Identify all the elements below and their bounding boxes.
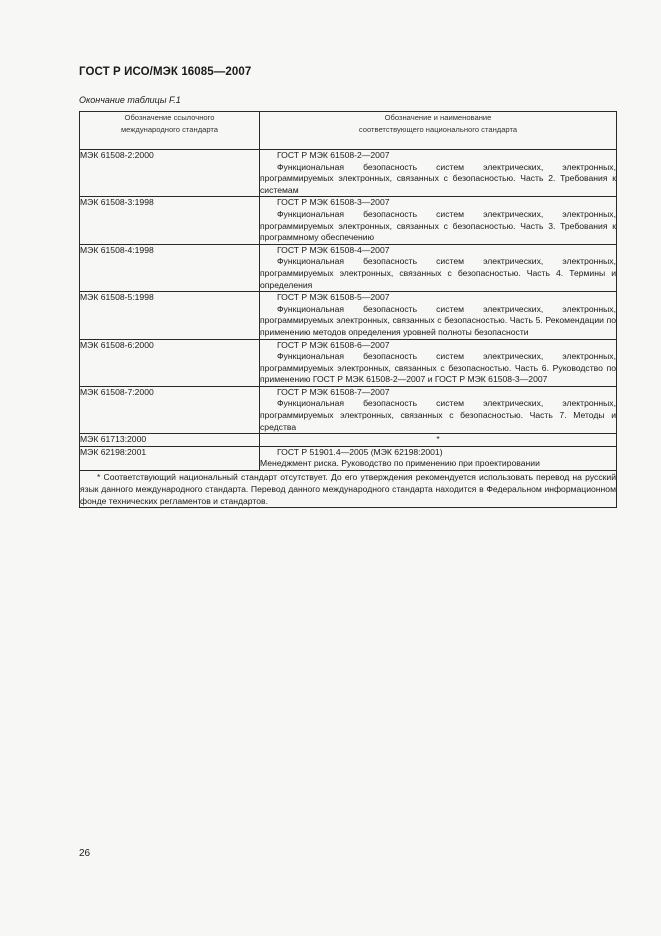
footnote-row [80,471,617,508]
national-standard-cell [260,446,617,470]
national-standard-cell [260,150,617,197]
national-designation: ГОСТ Р МЭК 61508-7—2007 [277,386,390,397]
column-header-international [80,112,260,150]
national-title: Функциональная безопасность систем электрических, электронных, программируемых электронных, связанных с безопасностью. Часть 6. Руководство по применению ГОСТ Р МЭК 61508-2—2007 и ГОСТ Р МЭК 61508-3—2007 [260,351,616,385]
national-standard-cell [260,339,617,386]
footnote-text: * Соответствующий национальный стандарт отсутствует. До его утверждения рекомендуется использовать перевод на русский язык данного международного стандарта. Перевод данного международного стандарта находится в Федеральном информационном фонде технических регламентов и стандартов. [80,472,616,507]
national-designation: ГОСТ Р МЭК 61508-2—2007 [277,150,390,160]
national-standard-cell [260,244,617,291]
table-row [80,434,617,447]
national-designation: ГОСТ Р 51901.4—2005 (МЭК 62198:2001) [277,446,443,457]
national-standard-cell [260,197,617,244]
column-header-line: Обозначение ссылочного [124,113,215,122]
no-national-standard-mark: * [260,434,617,447]
page-number: 26 [79,848,91,859]
national-title: Функциональная безопасность систем электрических, электронных, программируемых электронных, связанных с безопасностью. Часть 2. Требования к системам [260,161,616,195]
column-header-line: Обозначение и наименование [384,113,492,122]
column-header-line: соответствующего национального стандарта [358,125,518,134]
national-designation: ГОСТ Р МЭК 61508-3—2007 [277,197,390,208]
reference-standard-cell: МЭК 61508-3:1998 [80,197,260,244]
table-header-row [80,112,617,150]
national-designation: ГОСТ Р МЭК 61508-5—2007 [277,292,390,303]
national-standard-cell [260,292,617,339]
national-title: Менеджмент риска. Руководство по применению при проектировании [260,458,540,469]
table-row [80,292,617,339]
table-footnote [80,471,617,508]
national-title: Функциональная безопасность систем электрических, электронных, программируемых электронных, связанных с безопасностью. Часть 3. Требования к программному обеспечению [260,208,616,243]
reference-standard-cell: МЭК 61508-6:2000 [80,339,260,386]
table-caption: Окончание таблицы F.1 [79,95,181,105]
column-header-national [260,112,617,150]
reference-standard-cell: МЭК 62198:2001 [80,446,260,470]
reference-standard-cell: МЭК 61508-2:2000 [80,150,260,197]
reference-standard-cell: МЭК 61508-4:1998 [80,244,260,291]
table-row [80,446,617,470]
reference-standard-cell: МЭК 61713:2000 [80,434,260,447]
national-title: Функциональная безопасность систем электрических, электронных, программируемых электронных, связанных с безопасностью. Часть 7. Методы и средства [260,398,616,432]
national-standard-cell [260,386,617,433]
national-designation: ГОСТ Р МЭК 61508-4—2007 [277,244,390,255]
standards-table [79,111,617,508]
table-row [80,339,617,386]
column-header-line: международного стандарта [120,125,219,134]
table-row [80,244,617,291]
national-designation: ГОСТ Р МЭК 61508-6—2007 [277,339,390,350]
reference-standard-cell: МЭК 61508-5:1998 [80,292,260,339]
document-title: ГОСТ Р ИСО/МЭК 16085—2007 [79,66,252,78]
national-title: Функциональная безопасность систем электрических, электронных, программируемых электронных, связанных с безопасностью. Часть 5. Рекомендации по применению методов определения уровней полноты безопасности [260,303,616,337]
reference-standard-cell: МЭК 61508-7:2000 [80,386,260,433]
national-title: Функциональная безопасность систем электрических, электронных, программируемых электронных, связанных с безопасностью. Часть 4. Термины и определения [260,256,616,290]
table-row [80,150,617,197]
table-row [80,197,617,244]
table-row [80,386,617,433]
